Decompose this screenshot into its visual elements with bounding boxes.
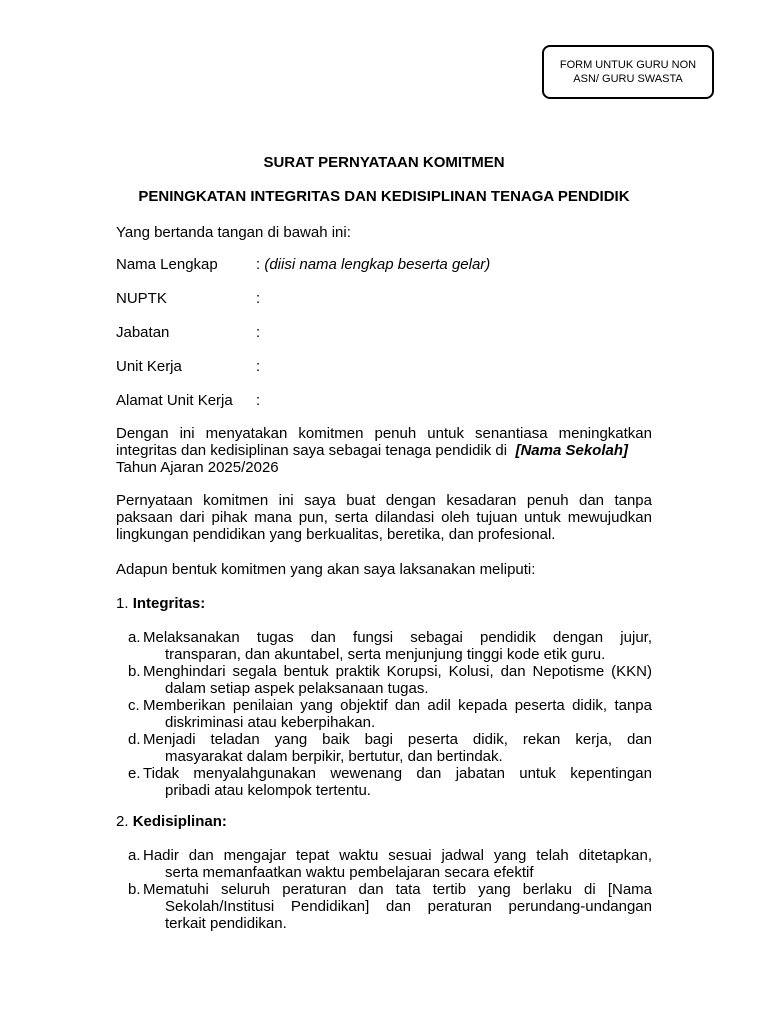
paragraph-line: Pernyataan komitmen ini saya buat dengan kesadaran penuh dan tanpa: [116, 492, 652, 509]
identity-fields: [0, 256, 768, 416]
list-marker: a.: [128, 629, 141, 646]
form-type-badge: [542, 45, 714, 99]
list-item: e. Tidak menyalahgunakan wewenang dan jabatan untuk kepentingan pribadi atau kelompok tertentu.: [128, 765, 652, 799]
integritas-list: [128, 629, 652, 799]
paragraph-line: lingkungan pendidikan yang berkualitas, beretika, dan profesional.: [116, 526, 556, 543]
badge-line-1: FORM UNTUK GURU NON: [559, 59, 697, 71]
badge-line-2: ASN/ GURU SWASTA: [573, 73, 683, 85]
commitment-paragraph: [116, 425, 652, 476]
commitment-intro: Adapun bentuk komitmen yang akan saya laksanakan meliputi:: [116, 561, 536, 578]
field-colon: :: [256, 290, 261, 307]
field-label: NUPTK: [116, 290, 167, 307]
kedisiplinan-list: [128, 847, 652, 932]
list-item: a. Melaksanakan tugas dan fungsi sebagai pendidik dengan jujur, transparan, dan akuntabel, serta menjunjung tinggi kode etik guru.: [128, 629, 652, 663]
document-subtitle: PENINGKATAN INTEGRITAS DAN KEDISIPLINAN TENAGA PENDIDIK: [138, 188, 630, 205]
paragraph-line: Tahun Ajaran 2025/2026: [116, 459, 279, 476]
field-colon: :: [256, 324, 261, 341]
paragraph-line: integritas dan kedisiplinan saya sebagai tenaga pendidik di [Nama Sekolah]: [116, 442, 628, 459]
field-hint: (diisi nama lengkap beserta gelar): [264, 256, 491, 273]
paragraph-line: paksaan dari pihak mana pun, serta dilandasi oleh tujuan untuk mewujudkan: [116, 509, 652, 526]
paragraph-line: Dengan ini menyatakan komitmen penuh untuk senantiasa meningkatkan: [116, 425, 652, 442]
list-marker: e.: [128, 765, 141, 782]
section-kedisiplinan-heading: 2. Kedisiplinan:: [116, 813, 227, 830]
list-item: b. Menghindari segala bentuk praktik Korupsi, Kolusi, dan Nepotisme (KKN) dalam setiap aspek pelaksanaan tugas.: [128, 663, 652, 697]
list-marker: c.: [128, 697, 140, 714]
list-item: c. Memberikan penilaian yang objektif dan adil kepada peserta didik, tanpa diskriminasi atau keberpihakan.: [128, 697, 652, 731]
list-marker: a.: [128, 847, 141, 864]
list-marker: b.: [128, 663, 141, 680]
field-colon: : (diisi nama lengkap beserta gelar): [256, 256, 491, 273]
field-colon: :: [256, 392, 261, 409]
list-item: a. Hadir dan mengajar tepat waktu sesuai jadwal yang telah ditetapkan, serta memanfaatkan waktu pembelajaran secara efektif: [128, 847, 652, 881]
field-label: Unit Kerja: [116, 358, 182, 375]
school-name-placeholder: [Nama Sekolah]: [515, 442, 628, 459]
field-label: Alamat Unit Kerja: [116, 392, 233, 409]
field-label: Jabatan: [116, 324, 170, 341]
field-colon: :: [256, 358, 261, 375]
list-marker: b.: [128, 881, 141, 898]
list-item: d. Menjadi teladan yang baik bagi peserta didik, rekan kerja, dan masyarakat dalam berpikir, bertutur, dan bertindak.: [128, 731, 652, 765]
list-marker: d.: [128, 731, 141, 748]
intro-text: Yang bertanda tangan di bawah ini:: [116, 224, 351, 241]
document-title: SURAT PERNYATAAN KOMITMEN: [263, 154, 505, 171]
section-integritas-heading: 1. Integritas:: [116, 595, 206, 612]
statement-paragraph: [116, 492, 652, 543]
field-label: Nama Lengkap: [116, 256, 218, 273]
list-item: b. Mematuhi seluruh peraturan dan tata tertib yang berlaku di [Nama Sekolah/Institusi Pendidikan] dan peraturan perundang-undangan terkait pendidikan.: [128, 881, 652, 932]
